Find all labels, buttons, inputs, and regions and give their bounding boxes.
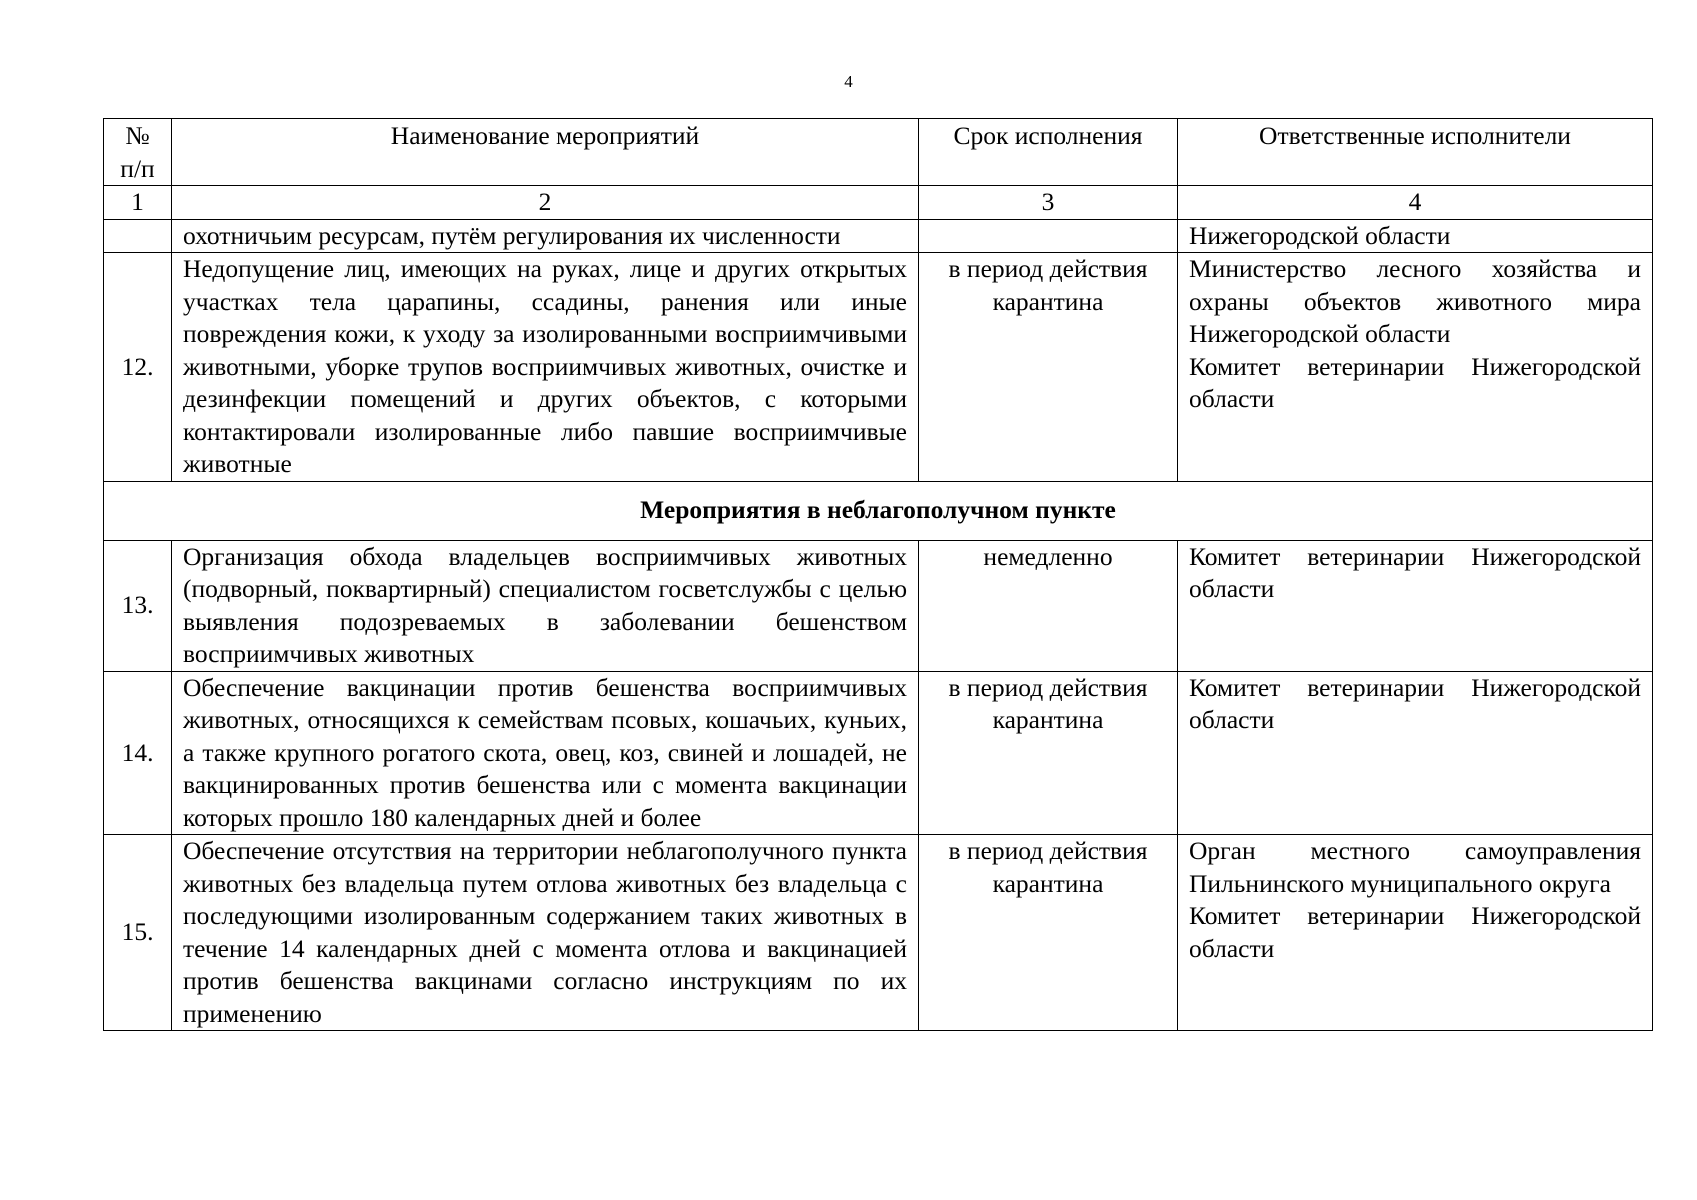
- column-numbers-row: [104, 186, 1653, 220]
- responsible-cell: [1178, 835, 1653, 1031]
- measure-name-cell: Организация обхода владельцев восприимчивых животных (подворный, поквартирный) специалистом госветслужбы с целью выявления подозреваемых в заболевании бешенством восприимчивых животных: [172, 540, 919, 671]
- column-number-4: 4: [1178, 186, 1653, 220]
- header-number: № п/п: [104, 119, 172, 186]
- row-number-cell: 12.: [104, 253, 172, 482]
- deadline-cell: в период действия карантина: [919, 671, 1178, 835]
- responsible-line: Нижегородской области: [1189, 220, 1451, 250]
- responsible-line: Орган местного самоуправления Пильнинского муниципального округа: [1189, 836, 1641, 898]
- responsible-line: Комитет ветеринарии Нижегородской области: [1189, 672, 1641, 734]
- column-number-2: 2: [172, 186, 919, 220]
- page-number: 4: [844, 72, 853, 91]
- measures-table: [103, 118, 1653, 1031]
- column-number-3: 3: [919, 186, 1178, 220]
- header-row: [104, 119, 1653, 186]
- measure-name-cell: Недопущение лиц, имеющих на руках, лице и других открытых участках тела царапины, ссадины, ранения или иные повреждения кожи, к уходу за изолированными восприимчивыми животными, уборке трупов восприимчивых животных, очистке и дезинфекции помещений и других объектов, с которыми контактировали изолированные либо павшие восприимчивые животные: [172, 253, 919, 482]
- header-responsible: Ответственные исполнители: [1178, 119, 1653, 186]
- responsible-cell: [1178, 671, 1653, 835]
- section-row: [104, 481, 1653, 540]
- deadline-cell: в период действия карантина: [919, 835, 1178, 1031]
- table-row: [104, 253, 1653, 482]
- responsible-line: Комитет ветеринарии Нижегородской области: [1189, 351, 1641, 413]
- row-number-cell: 14.: [104, 671, 172, 835]
- measure-name-cell: Обеспечение вакцинации против бешенства восприимчивых животных, относящихся к семействам псовых, кошачьих, куньих, а также крупного рогатого скота, овец, коз, свиней и лошадей, не вакцинированных против бешенства или с момента вакцинации которых прошло 180 календарных дней и более: [172, 671, 919, 835]
- table-row: [104, 835, 1653, 1031]
- responsible-line: Министерство лесного хозяйства и охраны объектов животного мира Нижегородской области: [1189, 254, 1641, 348]
- row-number-cell: 15.: [104, 835, 172, 1031]
- row-number-cell: 13.: [104, 540, 172, 671]
- deadline-cell: [919, 219, 1178, 253]
- header-deadline: Срок исполнения: [919, 119, 1178, 186]
- responsible-line: Комитет ветеринарии Нижегородской области: [1189, 541, 1641, 603]
- deadline-cell: в период действия карантина: [919, 253, 1178, 482]
- section-title: Мероприятия в неблагополучном пункте: [104, 481, 1653, 540]
- responsible-cell: [1178, 540, 1653, 671]
- responsible-line: Комитет ветеринарии Нижегородской области: [1189, 901, 1641, 963]
- table-row: [104, 671, 1653, 835]
- column-number-1: 1: [104, 186, 172, 220]
- responsible-cell: [1178, 219, 1653, 253]
- table-row: [104, 219, 1653, 253]
- table-row: [104, 540, 1653, 671]
- row-number-cell: [104, 219, 172, 253]
- responsible-cell: [1178, 253, 1653, 482]
- deadline-cell: немедленно: [919, 540, 1178, 671]
- measure-name-cell: охотничьим ресурсам, путём регулирования их численности: [172, 219, 919, 253]
- measure-name-cell: Обеспечение отсутствия на территории неблагополучного пункта животных без владельца путем отлова животных без владельца с последующими изолированным содержанием таких животных в течение 14 календарных дней с момента отлова и вакцинацией против бешенства вакцинами согласно инструкциям по их применению: [172, 835, 919, 1031]
- header-name: Наименование мероприятий: [172, 119, 919, 186]
